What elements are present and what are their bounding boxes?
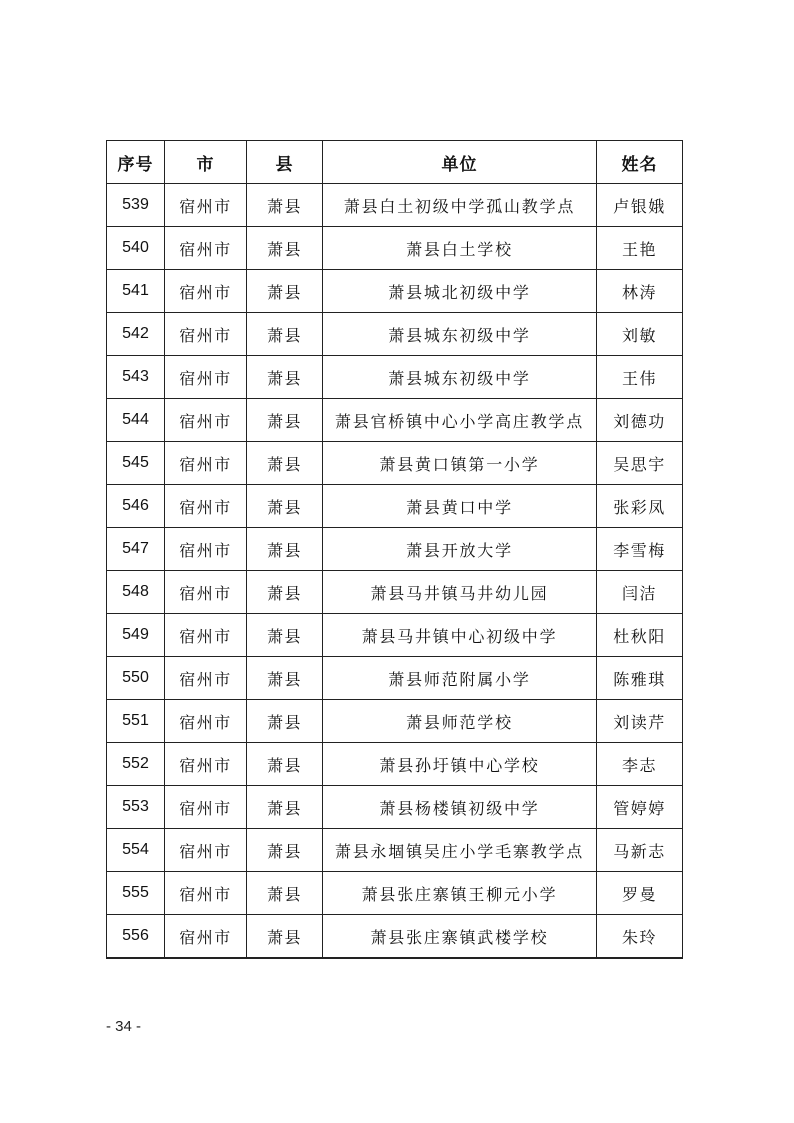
table-row	[107, 270, 683, 313]
cell-county: 萧县	[247, 227, 323, 270]
cell-unit: 萧县马井镇马井幼儿园	[323, 571, 597, 614]
cell-index: 546	[107, 485, 165, 528]
cell-city: 宿州市	[165, 872, 247, 915]
table-row	[107, 872, 683, 915]
cell-index: 551	[107, 700, 165, 743]
cell-unit: 萧县城东初级中学	[323, 313, 597, 356]
cell-city: 宿州市	[165, 614, 247, 657]
cell-county: 萧县	[247, 356, 323, 399]
table-row	[107, 614, 683, 657]
cell-city: 宿州市	[165, 356, 247, 399]
cell-unit: 萧县黄口中学	[323, 485, 597, 528]
header-county: 县	[247, 141, 323, 184]
cell-unit: 萧县马井镇中心初级中学	[323, 614, 597, 657]
cell-name: 闫洁	[597, 571, 683, 614]
cell-name: 王伟	[597, 356, 683, 399]
cell-county: 萧县	[247, 528, 323, 571]
page-number: - 34 -	[106, 1018, 142, 1035]
cell-name: 李志	[597, 743, 683, 786]
cell-name: 陈雅琪	[597, 657, 683, 700]
table-row	[107, 915, 683, 959]
cell-index: 553	[107, 786, 165, 829]
cell-name: 林涛	[597, 270, 683, 313]
cell-city: 宿州市	[165, 313, 247, 356]
cell-name: 张彩凤	[597, 485, 683, 528]
cell-index: 554	[107, 829, 165, 872]
cell-city: 宿州市	[165, 184, 247, 227]
cell-county: 萧县	[247, 786, 323, 829]
cell-county: 萧县	[247, 872, 323, 915]
cell-city: 宿州市	[165, 915, 247, 959]
cell-county: 萧县	[247, 184, 323, 227]
cell-city: 宿州市	[165, 528, 247, 571]
table-row	[107, 829, 683, 872]
cell-name: 李雪梅	[597, 528, 683, 571]
roster-table	[106, 140, 683, 959]
cell-county: 萧县	[247, 700, 323, 743]
cell-county: 萧县	[247, 571, 323, 614]
table-row	[107, 442, 683, 485]
table-row	[107, 657, 683, 700]
cell-unit: 萧县白土学校	[323, 227, 597, 270]
cell-county: 萧县	[247, 313, 323, 356]
cell-county: 萧县	[247, 743, 323, 786]
cell-city: 宿州市	[165, 657, 247, 700]
cell-name: 马新志	[597, 829, 683, 872]
cell-unit: 萧县黄口镇第一小学	[323, 442, 597, 485]
cell-index: 544	[107, 399, 165, 442]
cell-name: 朱玲	[597, 915, 683, 959]
header-name: 姓名	[597, 141, 683, 184]
cell-city: 宿州市	[165, 743, 247, 786]
cell-city: 宿州市	[165, 399, 247, 442]
cell-county: 萧县	[247, 442, 323, 485]
cell-city: 宿州市	[165, 485, 247, 528]
cell-index: 540	[107, 227, 165, 270]
cell-city: 宿州市	[165, 829, 247, 872]
table-row	[107, 356, 683, 399]
cell-index: 552	[107, 743, 165, 786]
cell-name: 罗曼	[597, 872, 683, 915]
table-row	[107, 184, 683, 227]
cell-name: 卢银娥	[597, 184, 683, 227]
table-row	[107, 700, 683, 743]
cell-city: 宿州市	[165, 442, 247, 485]
cell-unit: 萧县孙圩镇中心学校	[323, 743, 597, 786]
cell-city: 宿州市	[165, 227, 247, 270]
header-unit: 单位	[323, 141, 597, 184]
cell-index: 545	[107, 442, 165, 485]
cell-index: 543	[107, 356, 165, 399]
cell-name: 吴思宇	[597, 442, 683, 485]
cell-index: 549	[107, 614, 165, 657]
cell-unit: 萧县白土初级中学孤山教学点	[323, 184, 597, 227]
header-city: 市	[165, 141, 247, 184]
cell-index: 555	[107, 872, 165, 915]
table-row	[107, 227, 683, 270]
table-row	[107, 313, 683, 356]
cell-city: 宿州市	[165, 786, 247, 829]
cell-index: 556	[107, 915, 165, 959]
table-row	[107, 786, 683, 829]
cell-city: 宿州市	[165, 571, 247, 614]
header-index: 序号	[107, 141, 165, 184]
cell-name: 杜秋阳	[597, 614, 683, 657]
table-row	[107, 399, 683, 442]
cell-name: 管婷婷	[597, 786, 683, 829]
table-header-row	[107, 141, 683, 184]
table-row	[107, 571, 683, 614]
cell-unit: 萧县张庄寨镇武楼学校	[323, 915, 597, 959]
cell-index: 547	[107, 528, 165, 571]
cell-county: 萧县	[247, 657, 323, 700]
table-row	[107, 743, 683, 786]
cell-unit: 萧县开放大学	[323, 528, 597, 571]
cell-index: 548	[107, 571, 165, 614]
cell-index: 539	[107, 184, 165, 227]
cell-unit: 萧县杨楼镇初级中学	[323, 786, 597, 829]
cell-name: 刘德功	[597, 399, 683, 442]
cell-unit: 萧县永堌镇吴庄小学毛寨教学点	[323, 829, 597, 872]
cell-county: 萧县	[247, 270, 323, 313]
cell-index: 541	[107, 270, 165, 313]
cell-county: 萧县	[247, 614, 323, 657]
cell-unit: 萧县师范学校	[323, 700, 597, 743]
cell-unit: 萧县城北初级中学	[323, 270, 597, 313]
cell-county: 萧县	[247, 915, 323, 959]
cell-unit: 萧县张庄寨镇王柳元小学	[323, 872, 597, 915]
cell-unit: 萧县城东初级中学	[323, 356, 597, 399]
cell-unit: 萧县官桥镇中心小学高庄教学点	[323, 399, 597, 442]
cell-index: 542	[107, 313, 165, 356]
cell-city: 宿州市	[165, 270, 247, 313]
cell-unit: 萧县师范附属小学	[323, 657, 597, 700]
cell-city: 宿州市	[165, 700, 247, 743]
cell-county: 萧县	[247, 399, 323, 442]
cell-county: 萧县	[247, 485, 323, 528]
table-row	[107, 485, 683, 528]
cell-index: 550	[107, 657, 165, 700]
cell-name: 刘敏	[597, 313, 683, 356]
cell-name: 刘读芹	[597, 700, 683, 743]
table-row	[107, 528, 683, 571]
cell-county: 萧县	[247, 829, 323, 872]
cell-name: 王艳	[597, 227, 683, 270]
